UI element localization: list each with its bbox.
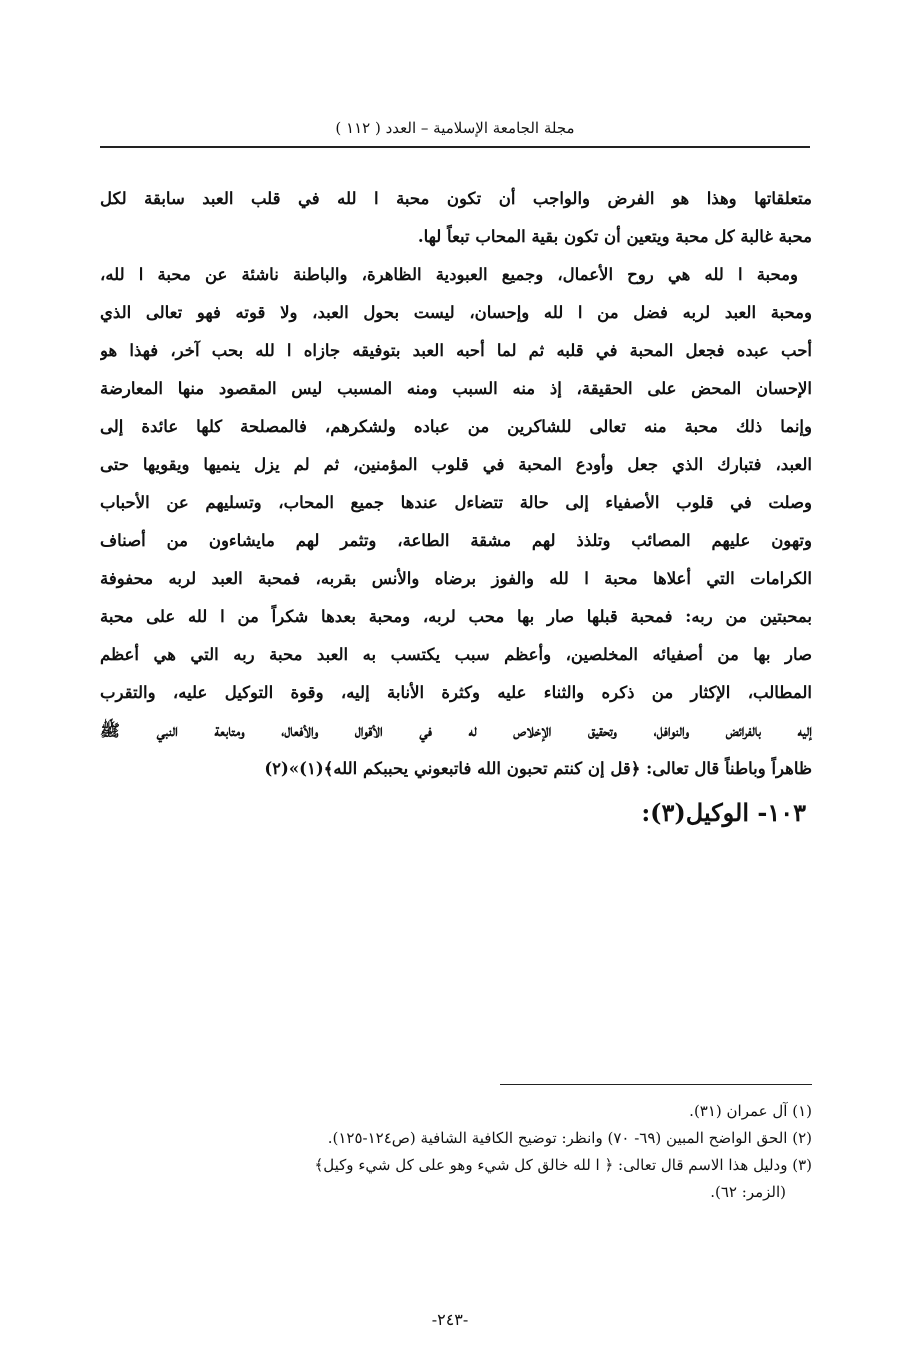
text-line: ومحبة العبد لربه فضل من ا لله وإحسان، ليست بحول العبد، ولا قوته فهو تعالى الذي	[100, 303, 812, 322]
running-header: مجلة الجامعة الإسلامية – العدد ( ١١٢ )	[335, 119, 575, 137]
footnote: (٣) ودليل هذا الاسم قال تعالى: ﴿ ا لله خالق كل شيء وهو على كل شيء وكيل﴾	[314, 1156, 812, 1174]
text-line: إليه بالفرائض والنوافل، وتحقيق الإخلاص له في الأقوال والأفعال، ومتابعة النبي ﷺ	[100, 721, 812, 740]
text-line: ظاهراً وباطناً قال تعالى: ﴿قل إن كنتم تحبون الله فاتبعوني يحببكم الله﴾(١)»(٢)	[264, 759, 812, 778]
footnote: (٢) الحق الواضح المبين (٦٩- ٧٠) وانظر: توضيح الكافية الشافية (ص١٢٤-١٢٥).	[327, 1129, 812, 1147]
text-line: الكرامات التي أعلاها محبة ا لله والفوز برضاه والأنس بقربه، فمحبة العبد لربه محفوفة	[100, 569, 812, 588]
text-line: وإنما ذلك محبة منه تعالى للشاكرين من عباده ولشكرهم، فالمصلحة كلها عائدة إلى	[100, 417, 812, 436]
text-line: بمحبتين من ربه: فمحبة قبلها صار بها محب لربه، ومحبة بعدها شكراً من ا لله على محبة	[100, 607, 812, 626]
section-heading: ١٠٣- الوكيل(٣):	[641, 798, 806, 827]
text-line: صار بها من أصفيائه المخلصين، وأعظم سبب يكتسب به العبد محبة ربه التي هي أعظم	[100, 645, 812, 664]
text-line: المطالب، الإكثار من ذكره والثناء عليه وكثرة الأنابة إليه، وقوة التوكيل عليه، والتقرب	[100, 683, 812, 702]
footnotes	[100, 1098, 812, 1206]
footnote-divider	[500, 1084, 812, 1085]
footnote: (١) آل عمران (٣١).	[689, 1102, 812, 1120]
footnote-continuation: (الزمر: ٦٢).	[710, 1183, 786, 1201]
text-line: متعلقاتها وهذا هو الفرض والواجب أن تكون محبة ا لله في قلب العبد سابقة لكل	[100, 189, 812, 208]
text-line: الإحسان المحض على الحقيقة، إذ منه السبب ومنه المسبب ليس المقصود منها المعارضة	[100, 379, 812, 398]
text-line: ومحبة ا لله هي روح الأعمال، وجميع العبودية الظاهرة، والباطنة ناشئة عن محبة ا لله،	[100, 265, 798, 284]
text-line: محبة غالبة كل محبة ويتعين أن تكون بقية المحاب تبعاً لها.	[417, 227, 812, 246]
text-line: العبد، فتبارك الذي جعل وأودع المحبة في قلوب المؤمنين، ثم لم يزل ينميها ويقويها حتى	[100, 455, 812, 474]
main-text	[100, 180, 812, 836]
page-number: -٢٤٣-	[431, 1310, 469, 1329]
header-divider	[100, 146, 810, 148]
text-line: أحب عبده فجعل المحبة في قلبه ثم لما أحبه العبد بتوفيقه جازاه ا لله بحب آخر، فهذا هو	[100, 341, 812, 360]
text-line: وصلت في قلوب الأصفياء إلى حالة تتضاءل عندها جميع المحاب، وتسليهم عن الأحباب	[100, 493, 812, 512]
text-line: وتهون عليهم المصائب وتلذذ لهم مشقة الطاعة، وتثمر لهم مايشاءون من أصناف	[100, 531, 812, 550]
